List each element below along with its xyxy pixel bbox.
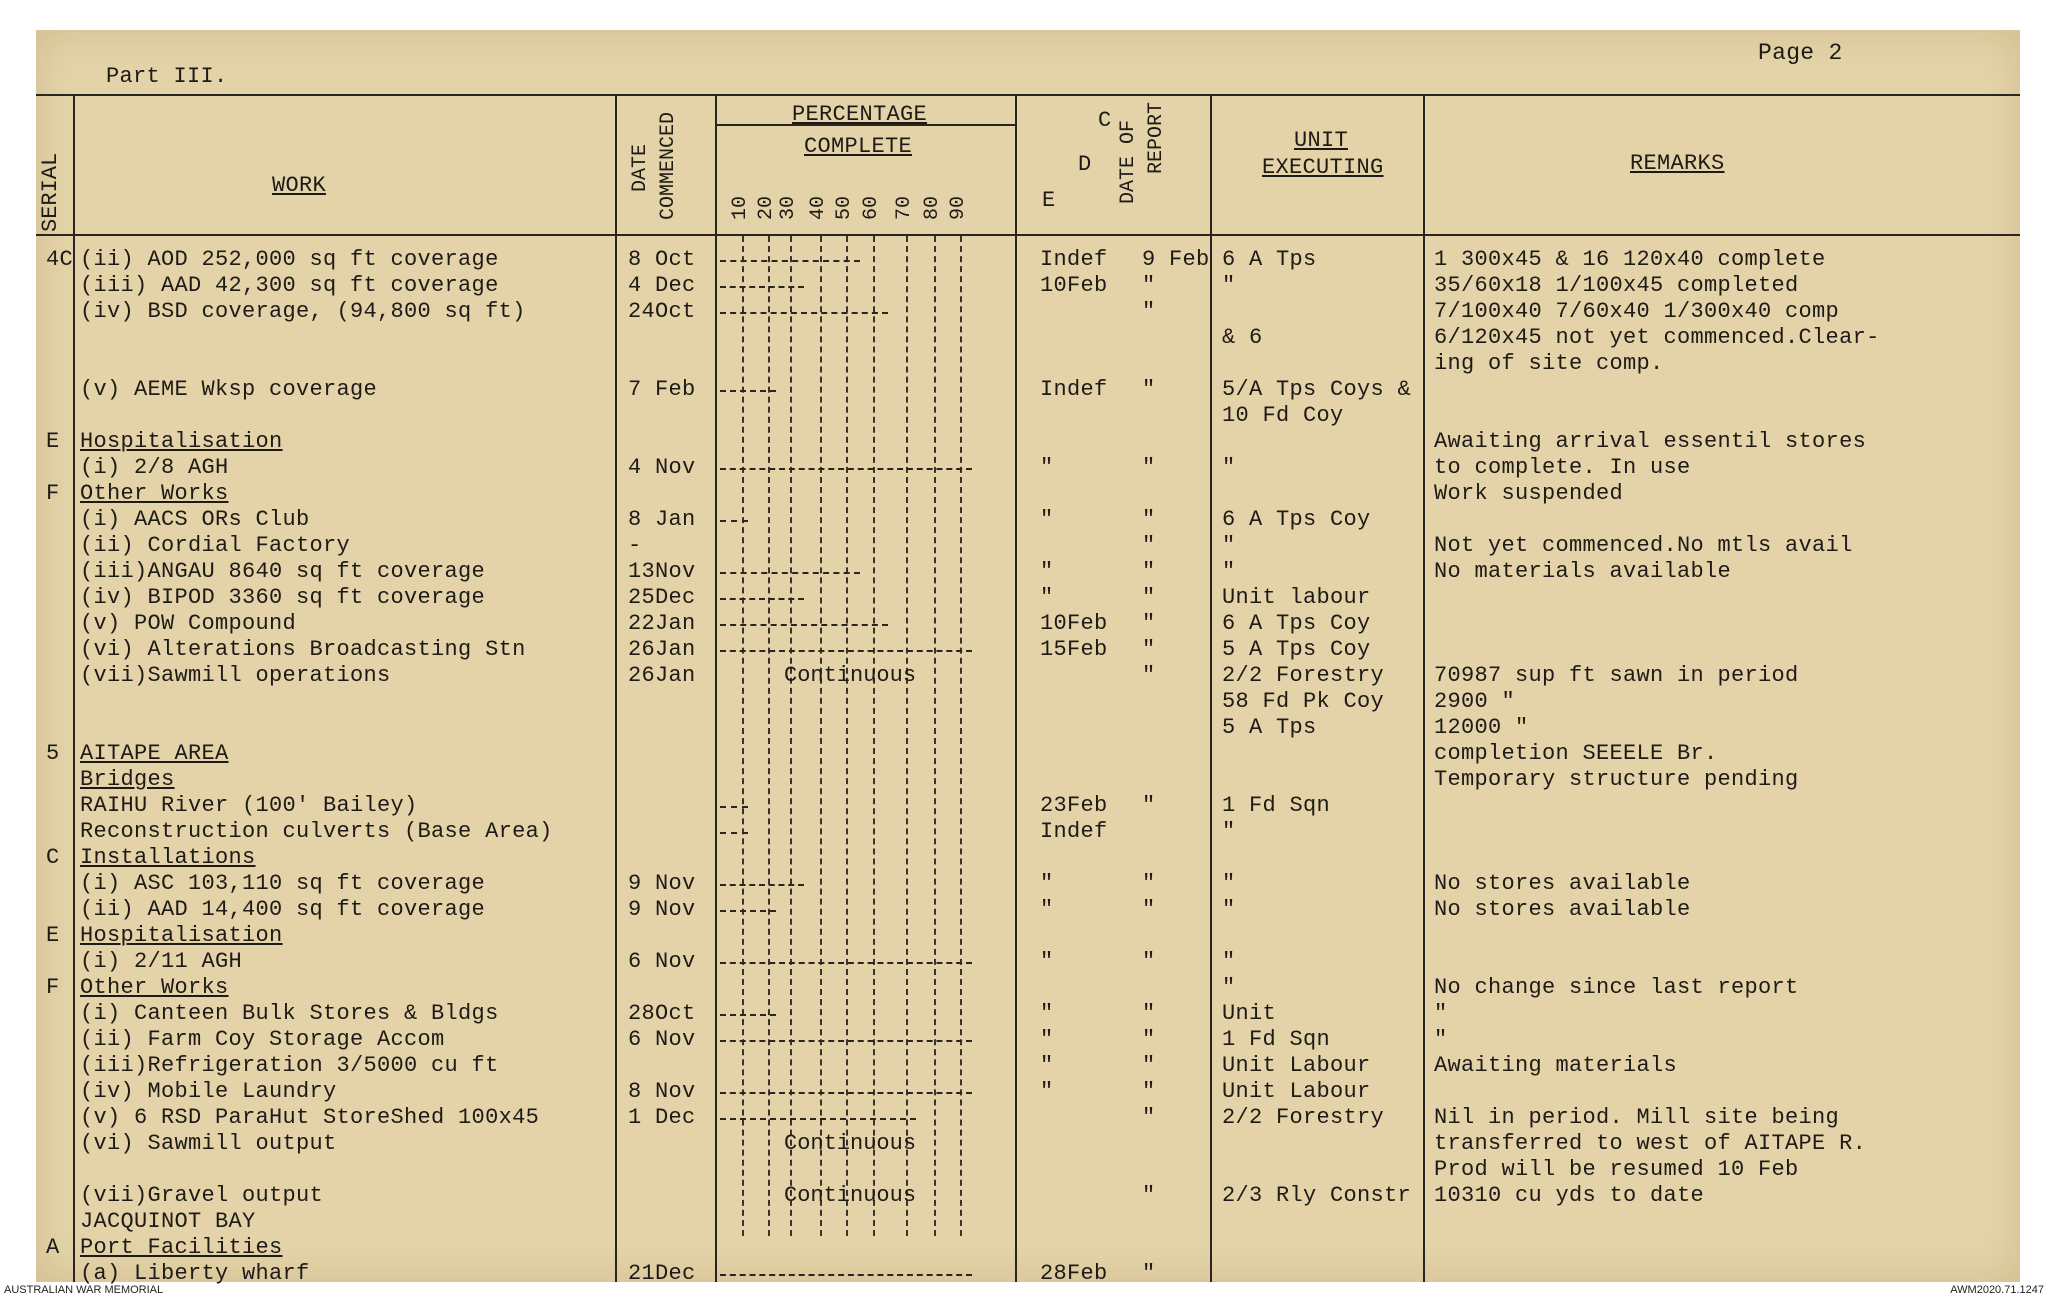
row-unit-executing: 58 Fd Pk Coy	[1222, 689, 1385, 714]
row-date-commenced: 6 Nov	[628, 949, 696, 974]
row-unit-executing: 5/A Tps Coys &	[1222, 377, 1412, 402]
footer	[0, 1283, 2048, 1298]
row-unit-executing: 5 A Tps	[1222, 715, 1317, 740]
row-remarks: "	[1434, 1001, 1448, 1026]
footer-archive: AUSTRALIAN WAR MEMORIAL	[4, 1284, 164, 1296]
date-divider	[715, 94, 717, 1282]
row-edc: 23Feb	[1040, 793, 1108, 818]
row-work: (ii) Farm Coy Storage Accom	[80, 1027, 445, 1052]
row-unit-executing: 2/2 Forestry	[1222, 1105, 1385, 1130]
row-date-commenced: 9 Nov	[628, 897, 696, 922]
row-date-commenced: 8 Jan	[628, 507, 696, 532]
row-edc: 28Feb	[1040, 1261, 1108, 1286]
row-work: (iv) BSD coverage, (94,800 sq ft)	[80, 299, 526, 324]
row-date-of-report: "	[1142, 299, 1156, 324]
row-date-commenced: 4 Nov	[628, 455, 696, 480]
row-edc: "	[1040, 949, 1054, 974]
row-date-commenced: 8 Oct	[628, 247, 696, 272]
row-remarks: No materials available	[1434, 559, 1732, 584]
row-work: (vi) Sawmill output	[80, 1131, 337, 1156]
row-work: (i) 2/8 AGH	[80, 455, 229, 480]
row-date-commenced: 4 Dec	[628, 273, 696, 298]
row-work: Hospitalisation	[80, 923, 283, 948]
progress-bar	[720, 468, 972, 470]
row-edc: "	[1040, 1079, 1054, 1104]
row-edc: "	[1040, 559, 1054, 584]
row-serial: F	[46, 975, 60, 1000]
progress-bar	[720, 260, 860, 262]
row-work: Other Works	[80, 481, 229, 506]
row-work: (iii) AAD 42,300 sq ft coverage	[80, 273, 499, 298]
row-date-of-report: "	[1142, 1053, 1156, 1078]
row-work: (v) POW Compound	[80, 611, 297, 636]
progress-bar	[720, 1014, 776, 1016]
row-work: (v) AEME Wksp coverage	[80, 377, 378, 402]
row-work: (iv) BIPOD 3360 sq ft coverage	[80, 585, 486, 610]
row-serial: A	[46, 1235, 60, 1260]
row-date-of-report: "	[1142, 1261, 1156, 1286]
row-unit-executing: "	[1222, 533, 1236, 558]
row-work: RAIHU River (100' Bailey)	[80, 793, 418, 818]
edc-header-e: E	[1042, 188, 1056, 213]
row-unit-executing: 2/3 Rly Constr	[1222, 1183, 1412, 1208]
row-work: (iv) Mobile Laundry	[80, 1079, 337, 1104]
row-edc: Indef	[1040, 377, 1108, 402]
row-remarks: 35/60x18 1/100x45 completed	[1434, 273, 1799, 298]
row-unit-executing: "	[1222, 273, 1236, 298]
row-date-of-report: "	[1142, 793, 1156, 818]
row-date-of-report: "	[1142, 663, 1156, 688]
row-serial: C	[46, 845, 60, 870]
row-date-commenced: 7 Feb	[628, 377, 696, 402]
row-unit-executing: "	[1222, 455, 1236, 480]
row-unit-executing: "	[1222, 949, 1236, 974]
unit-header-line2: EXECUTING	[1262, 155, 1384, 180]
row-date-commenced: 24Oct	[628, 299, 696, 324]
row-remarks: to complete. In use	[1434, 455, 1691, 480]
row-work: (i) Canteen Bulk Stores & Bldgs	[80, 1001, 499, 1026]
row-work: (ii) AOD 252,000 sq ft coverage	[80, 247, 499, 272]
percent-header-40: 40	[807, 195, 830, 220]
row-remarks: No stores available	[1434, 871, 1691, 896]
row-remarks: 10310 cu yds to date	[1434, 1183, 1705, 1208]
percent-header-20: 20	[755, 195, 778, 220]
row-date-of-report: "	[1142, 871, 1156, 896]
percentage-header-line1: PERCENTAGE	[792, 102, 928, 127]
percent-gridline-30	[790, 236, 792, 1236]
row-date-of-report: "	[1142, 1001, 1156, 1026]
row-remarks: 12000 "	[1434, 715, 1529, 740]
row-work: (ii) Cordial Factory	[80, 533, 351, 558]
edc-header-c: C	[1098, 108, 1112, 133]
row-edc: "	[1040, 585, 1054, 610]
row-date-of-report: "	[1142, 273, 1156, 298]
row-remarks: ing of site comp.	[1434, 351, 1664, 376]
row-unit-executing: & 6	[1222, 325, 1263, 350]
row-date-of-report: "	[1142, 897, 1156, 922]
row-remarks: Not yet commenced.No mtls avail	[1434, 533, 1853, 558]
row-work: (i) AACS ORs Club	[80, 507, 310, 532]
row-unit-executing: 6 A Tps Coy	[1222, 507, 1371, 532]
date-header-line2: COMMENCED	[657, 111, 680, 220]
row-unit-executing: Unit	[1222, 1001, 1277, 1026]
unit-header-line1: UNIT	[1294, 128, 1349, 153]
progress-bar	[720, 520, 748, 522]
row-unit-executing: "	[1222, 559, 1236, 584]
progress-bar	[720, 832, 748, 834]
unit-divider	[1423, 94, 1425, 1282]
row-remarks: 1 300x45 & 16 120x40 complete	[1434, 247, 1826, 272]
row-edc: 15Feb	[1040, 637, 1108, 662]
row-edc: "	[1040, 455, 1054, 480]
percent-header-30: 30	[777, 195, 800, 220]
percent-gridline-10	[742, 236, 744, 1236]
progress-bar	[720, 1274, 972, 1276]
header-bottom-rule	[36, 234, 2020, 236]
row-unit-executing: "	[1222, 871, 1236, 896]
row-date-of-report: "	[1142, 1183, 1156, 1208]
progress-bar	[720, 806, 748, 808]
row-edc: "	[1040, 1001, 1054, 1026]
row-date-of-report: "	[1142, 377, 1156, 402]
row-edc: Indef	[1040, 819, 1108, 844]
row-remarks: Temporary structure pending	[1434, 767, 1799, 792]
row-work: (i) ASC 103,110 sq ft coverage	[80, 871, 486, 896]
progress-bar	[720, 572, 860, 574]
row-date-commenced: -	[628, 533, 642, 558]
row-date-commenced: 8 Nov	[628, 1079, 696, 1104]
progress-bar	[720, 1040, 972, 1042]
row-date-commenced: 26Jan	[628, 637, 696, 662]
row-unit-executing: 6 A Tps Coy	[1222, 611, 1371, 636]
percent-header-90: 90	[947, 195, 970, 220]
row-edc: "	[1040, 1053, 1054, 1078]
remarks-header: REMARKS	[1630, 151, 1725, 176]
row-date-commenced: 1 Dec	[628, 1105, 696, 1130]
percent-header-10: 10	[729, 195, 752, 220]
report-header-line2: REPORT	[1145, 101, 1168, 174]
row-date-of-report: "	[1142, 949, 1156, 974]
row-work: (iii)Refrigeration 3/5000 cu ft	[80, 1053, 499, 1078]
row-unit-executing: "	[1222, 975, 1236, 1000]
row-remarks: No stores available	[1434, 897, 1691, 922]
row-work: Port Facilities	[80, 1235, 283, 1260]
row-edc: 10Feb	[1040, 611, 1108, 636]
work-divider	[615, 94, 617, 1282]
row-work: AITAPE AREA	[80, 741, 229, 766]
page-number: Page 2	[1758, 40, 1843, 66]
row-work: Reconstruction culverts (Base Area)	[80, 819, 553, 844]
row-unit-executing: "	[1222, 819, 1236, 844]
row-remarks: Awaiting materials	[1434, 1053, 1678, 1078]
row-edc: 10Feb	[1040, 273, 1108, 298]
row-work: (iii)ANGAU 8640 sq ft coverage	[80, 559, 486, 584]
percent-header-60: 60	[860, 195, 883, 220]
row-remarks: 6/120x45 not yet commenced.Clear-	[1434, 325, 1880, 350]
row-serial: E	[46, 923, 60, 948]
row-date-commenced: 28Oct	[628, 1001, 696, 1026]
row-date-commenced: 22Jan	[628, 611, 696, 636]
row-date-of-report: "	[1142, 1027, 1156, 1052]
row-remarks: 7/100x40 7/60x40 1/300x40 comp	[1434, 299, 1840, 324]
percent-gridline-40	[820, 236, 822, 1236]
progress-bar	[720, 650, 972, 652]
row-work: Bridges	[80, 767, 175, 792]
row-date-commenced: 9 Nov	[628, 871, 696, 896]
percent-header-70: 70	[893, 195, 916, 220]
progress-bar	[720, 962, 972, 964]
part-label: Part III.	[106, 64, 228, 89]
row-edc: "	[1040, 1027, 1054, 1052]
row-date-of-report: "	[1142, 507, 1156, 532]
progress-bar	[720, 624, 888, 626]
row-serial: E	[46, 429, 60, 454]
row-unit-executing: 5 A Tps Coy	[1222, 637, 1371, 662]
percent-gridline-50	[846, 236, 848, 1236]
row-unit-executing: Unit Labour	[1222, 1053, 1371, 1078]
row-edc: Indef	[1040, 247, 1108, 272]
row-unit-executing: 2/2 Forestry	[1222, 663, 1385, 688]
percent-header-50: 50	[833, 195, 856, 220]
row-date-commenced: 25Dec	[628, 585, 696, 610]
row-unit-executing: Unit labour	[1222, 585, 1371, 610]
progress-continuous: Continuous	[784, 663, 917, 688]
progress-bar	[720, 910, 776, 912]
row-unit-executing: Unit Labour	[1222, 1079, 1371, 1104]
progress-continuous: Continuous	[784, 1183, 917, 1208]
report-divider	[1210, 94, 1212, 1282]
row-serial: F	[46, 481, 60, 506]
row-date-of-report: "	[1142, 559, 1156, 584]
row-edc: "	[1040, 507, 1054, 532]
work-header: WORK	[272, 173, 327, 198]
serial-header: SERIAL	[38, 152, 63, 232]
progress-continuous: Continuous	[784, 1131, 917, 1156]
row-remarks: Work suspended	[1434, 481, 1624, 506]
row-work: Installations	[80, 845, 256, 870]
row-remarks: Prod will be resumed 10 Feb	[1434, 1157, 1799, 1182]
serial-divider	[73, 94, 75, 1282]
row-remarks: 2900 "	[1434, 689, 1516, 714]
row-date-of-report: 9 Feb	[1142, 247, 1210, 272]
row-remarks: "	[1434, 1027, 1448, 1052]
row-date-of-report: "	[1142, 1105, 1156, 1130]
progress-bar	[720, 598, 804, 600]
percent-gridline-90	[960, 236, 962, 1236]
row-date-commenced: 6 Nov	[628, 1027, 696, 1052]
row-serial: 4C	[46, 247, 74, 272]
progress-bar	[720, 286, 804, 288]
report-header-line1: DATE OF	[1117, 119, 1140, 204]
percent-header-80: 80	[921, 195, 944, 220]
row-unit-executing: "	[1222, 897, 1236, 922]
row-edc: "	[1040, 897, 1054, 922]
percent-divider	[1015, 94, 1017, 1282]
progress-bar	[720, 1092, 972, 1094]
percentage-header-line2: COMPLETE	[804, 134, 913, 159]
percent-gridline-60	[873, 236, 875, 1236]
progress-bar	[720, 390, 776, 392]
row-unit-executing: 1 Fd Sqn	[1222, 1027, 1331, 1052]
row-work: (vi) Alterations Broadcasting Stn	[80, 637, 526, 662]
row-work: JACQUINOT BAY	[80, 1209, 256, 1234]
row-work: (vii)Gravel output	[80, 1183, 324, 1208]
row-date-of-report: "	[1142, 585, 1156, 610]
row-date-commenced: 26Jan	[628, 663, 696, 688]
row-work: (a) Liberty wharf	[80, 1261, 310, 1286]
edc-header-d: D	[1078, 152, 1092, 177]
row-remarks: 70987 sup ft sawn in period	[1434, 663, 1799, 688]
row-edc: "	[1040, 871, 1054, 896]
row-date-of-report: "	[1142, 611, 1156, 636]
progress-bar	[720, 1118, 916, 1120]
row-date-of-report: "	[1142, 455, 1156, 480]
footer-ref: AWM2020.71.1247	[1950, 1284, 2044, 1296]
date-header-line1: DATE	[629, 143, 652, 192]
row-work: (v) 6 RSD ParaHut StoreShed 100x45	[80, 1105, 540, 1130]
row-remarks: transferred to west of AITAPE R.	[1434, 1131, 1867, 1156]
row-date-commenced: 13Nov	[628, 559, 696, 584]
row-date-of-report: "	[1142, 637, 1156, 662]
row-serial: 5	[46, 741, 60, 766]
row-unit-executing: 1 Fd Sqn	[1222, 793, 1331, 818]
row-work: (vii)Sawmill operations	[80, 663, 391, 688]
row-work: Other Works	[80, 975, 229, 1000]
row-date-commenced: 21Dec	[628, 1261, 696, 1286]
header-top-rule	[36, 94, 2020, 96]
percent-gridline-80	[934, 236, 936, 1236]
progress-bar	[720, 884, 804, 886]
row-remarks: Awaiting arrival essentil stores	[1434, 429, 1867, 454]
row-remarks: completion SEEELE Br.	[1434, 741, 1718, 766]
row-unit-executing: 10 Fd Coy	[1222, 403, 1344, 428]
row-work: (i) 2/11 AGH	[80, 949, 243, 974]
row-date-of-report: "	[1142, 1079, 1156, 1104]
percent-gridline-70	[906, 236, 908, 1236]
row-work: (ii) AAD 14,400 sq ft coverage	[80, 897, 486, 922]
percent-gridline-20	[768, 236, 770, 1236]
row-remarks: Nil in period. Mill site being	[1434, 1105, 1840, 1130]
row-unit-executing: 6 A Tps	[1222, 247, 1317, 272]
row-remarks: No change since last report	[1434, 975, 1799, 1000]
row-date-of-report: "	[1142, 533, 1156, 558]
row-work: Hospitalisation	[80, 429, 283, 454]
progress-bar	[720, 312, 888, 314]
